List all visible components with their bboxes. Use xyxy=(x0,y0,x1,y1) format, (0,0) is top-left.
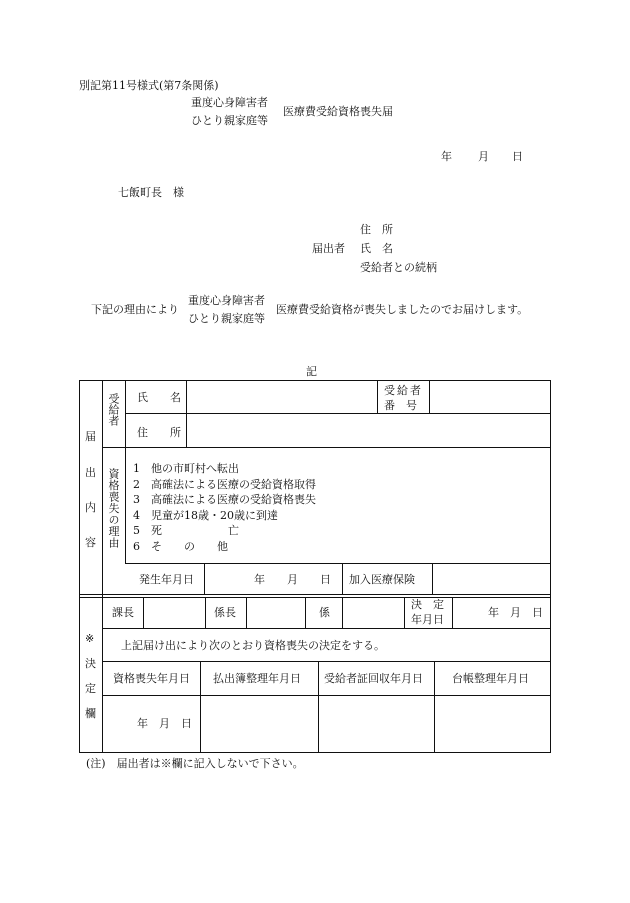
addressee: 七飯町長 様 xyxy=(118,186,184,199)
recipient-label: 受給者 xyxy=(107,393,120,426)
loss-date-value: 年 月 日 xyxy=(137,717,192,730)
section-char: 決 xyxy=(85,657,96,670)
applicant-name-label: 氏 名 xyxy=(360,242,393,255)
section-char: 出 xyxy=(85,466,96,479)
address-label: 住 所 xyxy=(137,426,181,439)
form-title-line2: ひとり親家庭等 xyxy=(191,114,268,127)
kakaricho-label: 係長 xyxy=(214,606,236,619)
applicant-role: 届出者 xyxy=(312,242,345,255)
name-label: 氏 名 xyxy=(137,391,181,404)
col-payment-book: 払出簿整理年月日 xyxy=(213,672,301,685)
applicant-relation-label: 受給者との続柄 xyxy=(360,261,437,274)
applicant-address-label: 住 所 xyxy=(360,223,393,236)
col-loss-date: 資格喪失年月日 xyxy=(113,672,190,685)
decision-date-value: 年 月 日 xyxy=(488,606,543,619)
reason-item: 1 他の市町村へ転出 xyxy=(133,462,239,475)
reason-list xyxy=(133,463,316,557)
ki-heading: 記 xyxy=(306,365,317,378)
decision-text: 上記届け出により次のとおり資格喪失の決定をする。 xyxy=(121,639,385,652)
reason-item: 2 高確法による医療の受給資格取得 xyxy=(133,477,316,491)
col-ledger: 台帳整理年月日 xyxy=(452,672,529,685)
reason-item: 5 死 亡 xyxy=(133,524,239,538)
section-char: 容 xyxy=(85,536,96,549)
statement-suffix: 医療費受給資格が喪失しましたのでお届けします。 xyxy=(276,303,529,316)
recipient-no-label-line1: 受給者 xyxy=(384,384,423,397)
section-char: ※ xyxy=(85,632,95,645)
section-char: 定 xyxy=(85,682,96,695)
statement-line1: 重度心身障害者 xyxy=(188,294,265,307)
occur-date-value: 年 月 日 xyxy=(254,573,331,586)
form-title-line1: 重度心身障害者 xyxy=(191,96,268,109)
occur-date-label: 発生年月日 xyxy=(139,573,194,586)
kakari-label: 係 xyxy=(319,606,330,619)
decision-date-label-line1: 決 定 xyxy=(411,598,444,611)
form-number: 別記第11号様式(第7条関係) xyxy=(79,79,219,92)
section-char: 届 xyxy=(85,430,96,443)
footnote: (注) 届出者は※欄に記入しないで下さい。 xyxy=(86,757,304,770)
kacho-label: 課長 xyxy=(112,606,134,619)
col-cert-return: 受給者証回収年月日 xyxy=(324,672,423,685)
insurance-label: 加入医療保険 xyxy=(349,573,415,586)
statement-prefix: 下記の理由により xyxy=(91,303,179,316)
section-char: 内 xyxy=(85,501,96,514)
statement-line2: ひとり親家庭等 xyxy=(188,312,265,325)
section-char: 欄 xyxy=(85,707,96,720)
date-month: 月 xyxy=(478,150,489,163)
recipient-no-label-line2: 番 号 xyxy=(384,399,417,412)
reason-item: 3 高確法による医療の受給資格喪失 xyxy=(133,493,316,507)
decision-date-label-line2: 年月日 xyxy=(411,613,444,626)
reason-item: 4 児童が18歳・20歳に到達 xyxy=(133,508,278,522)
reason-item: 6 そ の 他 xyxy=(133,539,228,553)
reason-label: 資格喪失の理由 xyxy=(107,468,120,549)
form-title-suffix: 医療費受給資格喪失届 xyxy=(283,105,393,118)
date-year: 年 xyxy=(441,150,452,163)
date-day: 日 xyxy=(512,150,523,163)
